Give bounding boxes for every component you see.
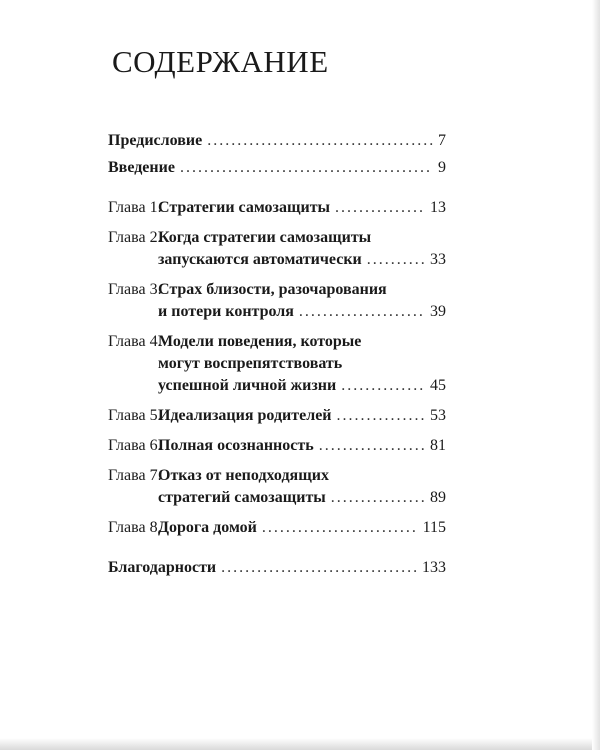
toc-entry-chapter-1[interactable] bbox=[108, 197, 446, 219]
toc-page-number: 81 bbox=[430, 437, 446, 454]
dot-leader bbox=[341, 375, 425, 397]
chapter-prefix: Глава 7. bbox=[108, 467, 162, 484]
dot-leader bbox=[319, 435, 425, 457]
chapter-prefix: Глава 4. bbox=[108, 333, 162, 350]
table-of-contents bbox=[108, 130, 446, 579]
toc-entry-chapter-7[interactable] bbox=[108, 465, 446, 509]
toc-entry-label: Модели поведения, которые bbox=[158, 333, 362, 350]
chapter-prefix: Глава 6. bbox=[108, 437, 162, 454]
toc-entry-label: успешной личной жизни bbox=[158, 377, 337, 394]
toc-entry-label: запускаются автоматически bbox=[158, 251, 362, 268]
toc-page-number: 7 bbox=[438, 132, 446, 149]
toc-entry-label: и потери контроля bbox=[158, 303, 294, 320]
dot-leader bbox=[331, 487, 425, 509]
toc-entry-chapter-5[interactable] bbox=[108, 405, 446, 427]
toc-page-number: 89 bbox=[430, 489, 446, 506]
toc-entry-label: Введение bbox=[108, 159, 175, 176]
toc-page-number: 53 bbox=[430, 407, 446, 424]
toc-page-number: 13 bbox=[430, 199, 446, 216]
dot-leader bbox=[207, 130, 433, 152]
toc-entry-label: Полная осознанность bbox=[158, 437, 314, 454]
toc-entry-acknowledgements[interactable] bbox=[108, 557, 446, 579]
toc-entry-label: Предисловие bbox=[108, 132, 203, 149]
dot-leader bbox=[262, 517, 418, 539]
toc-entry-chapter-8[interactable] bbox=[108, 517, 446, 539]
toc-entry-label: Благодарности bbox=[108, 559, 217, 576]
toc-page-number: 9 bbox=[438, 159, 446, 176]
toc-entry-label: Страх близости, разочарования bbox=[158, 281, 387, 298]
toc-entry-preface[interactable] bbox=[108, 130, 446, 152]
toc-entry-label: могут воспрепятствовать bbox=[158, 355, 343, 372]
toc-entry-chapter-6[interactable] bbox=[108, 435, 446, 457]
dot-leader bbox=[335, 197, 425, 219]
chapter-prefix: Глава 8. bbox=[108, 519, 162, 536]
page-bottom-edge bbox=[0, 738, 600, 750]
toc-entry-label: стратегий самозащиты bbox=[158, 489, 326, 506]
toc-page-number: 33 bbox=[430, 251, 446, 268]
toc-page-number: 133 bbox=[422, 559, 446, 576]
dot-leader bbox=[337, 405, 425, 427]
chapter-prefix: Глава 5. bbox=[108, 407, 162, 424]
toc-page-number: 115 bbox=[422, 519, 446, 536]
dot-leader bbox=[180, 157, 433, 179]
toc-page-number: 39 bbox=[430, 303, 446, 320]
toc-entry-label: Дорога домой bbox=[158, 519, 257, 536]
dot-leader bbox=[367, 249, 425, 271]
toc-entry-label: Когда стратегии самозащиты bbox=[158, 229, 372, 246]
chapter-prefix: Глава 2. bbox=[108, 229, 162, 246]
chapter-prefix: Глава 3. bbox=[108, 281, 162, 298]
chapter-prefix: Глава 1. bbox=[108, 199, 162, 216]
toc-entry-label: Отказ от неподходящих bbox=[158, 467, 329, 484]
toc-page-number: 45 bbox=[430, 377, 446, 394]
toc-entry-chapter-2[interactable] bbox=[108, 227, 446, 271]
toc-entry-introduction[interactable] bbox=[108, 157, 446, 179]
page-right-edge bbox=[592, 0, 600, 750]
toc-entry-chapter-4[interactable] bbox=[108, 331, 446, 397]
toc-entry-label: Стратегии самозащиты bbox=[158, 199, 331, 216]
toc-entry-label: Идеализация родителей bbox=[158, 407, 332, 424]
dot-leader bbox=[299, 301, 425, 323]
toc-entry-chapter-3[interactable] bbox=[108, 279, 446, 323]
dot-leader bbox=[221, 557, 417, 579]
page-title: СОДЕРЖАНИЕ bbox=[112, 44, 329, 79]
